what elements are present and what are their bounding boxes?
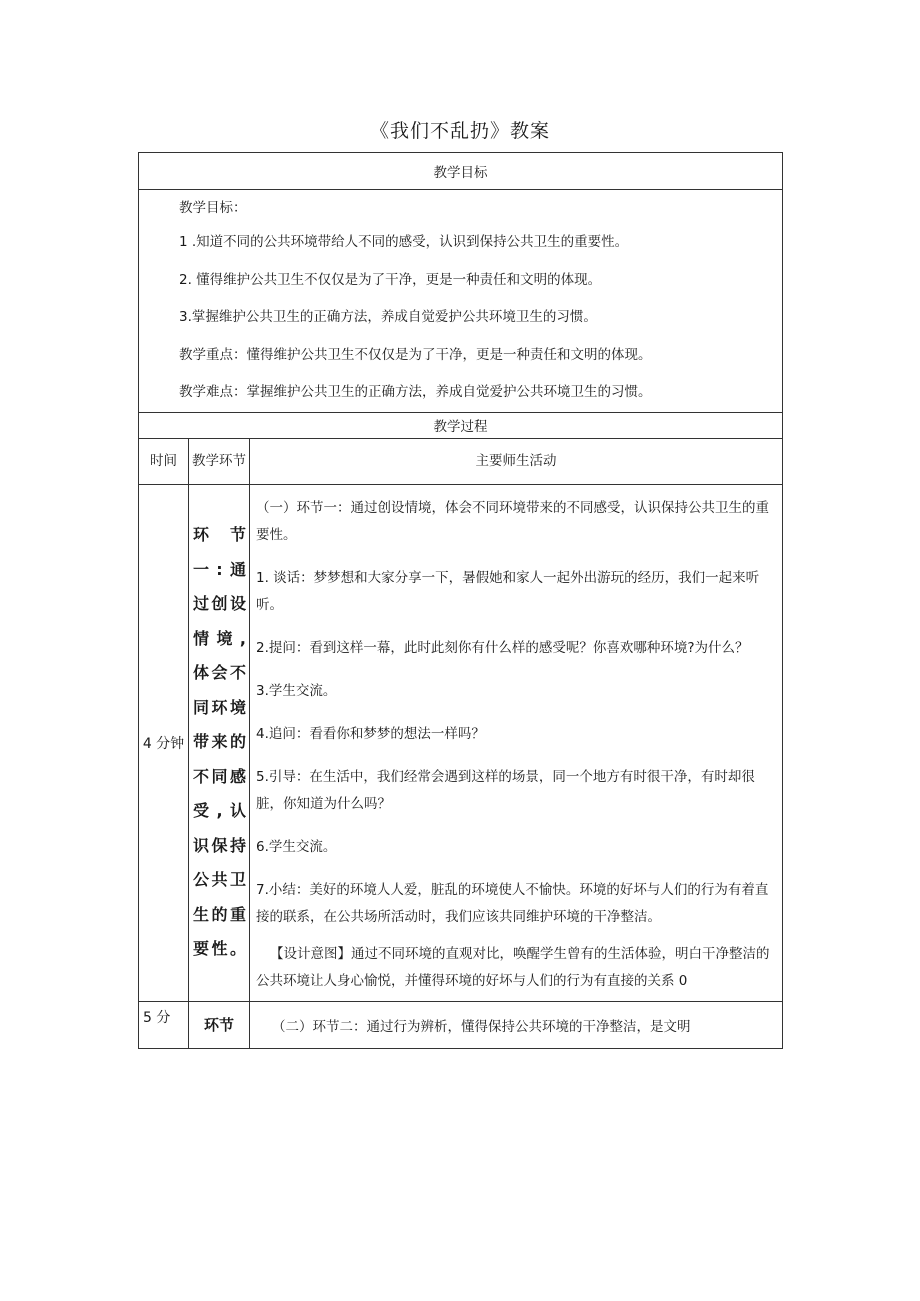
row-1-activities: [250, 484, 783, 1001]
row-2-time: 5 分: [139, 1001, 189, 1048]
process-header: 教学过程: [139, 412, 783, 438]
document-title: 《我们不乱扔》教案: [369, 120, 550, 142]
activity-item: 4.追问：看看你和梦梦的想法一样吗？: [256, 725, 485, 742]
objective-1: 1 .知道不同的公共环境带给人不同的感受，认识到保持公共卫生的重要性。: [179, 234, 629, 250]
objective-3: 3.掌握维护公共卫生的正确方法，养成自觉爱护公共环境卫生的习惯。: [179, 309, 597, 325]
row-1-stage: 环节一:通过创设情境,体会不同环境带来的不同感受,认识保持公共卫生的重要性。: [189, 484, 250, 1001]
lesson-plan-table: [138, 152, 783, 1049]
activity-item: （一）环节一：通过创设情境，体会不同环境带来的不同感受，认识保持公共卫生的重要性。: [256, 499, 769, 543]
row-1-time: 4 分钟: [139, 484, 189, 1001]
activity-column-header: 主要师生活动: [250, 438, 783, 484]
activity-item: 3.学生交流。: [256, 682, 337, 699]
key-point: 教学重点：懂得维护公共卫生不仅仅是为了干净，更是一种责任和文明的体现。: [179, 346, 652, 363]
stage-column-header: 教学环节: [189, 438, 250, 484]
row-2-activities: （二）环节二：通过行为辨析，懂得保持公共环境的干净整洁，是文明: [250, 1001, 783, 1048]
row-2-stage: 环节: [189, 1001, 250, 1048]
activity-item: 2.提问：看到这样一幕，此时此刻你有什么样的感受呢？你喜欢哪种环境?为什么？: [256, 639, 749, 656]
activity-item: 5.引导：在生活中，我们经常会遇到这样的场景，同一个地方有时很干净，有时却很脏，你知道为什么吗？: [256, 768, 755, 812]
objectives-label: 教学目标：: [179, 200, 247, 216]
activity-item: 6.学生交流。: [256, 838, 337, 855]
objectives-body: [139, 190, 783, 413]
time-column-header: 时间: [139, 438, 189, 484]
difficult-point: 教学难点：掌握维护公共卫生的正确方法，养成自觉爱护公共环境卫生的习惯。: [179, 384, 652, 400]
objectives-header: 教学目标: [139, 153, 783, 190]
design-intent: 【设计意图】通过不同环境的直观对比，唤醒学生曾有的生活体验，明白干净整洁的公共环境让人身心愉悦，并懂得环境的好坏与人们的行为有直接的关系 0: [256, 945, 770, 989]
objective-2: 2. 懂得维护公共卫生不仅仅是为了干净，更是一种责任和文明的体现。: [179, 271, 602, 288]
activity-item: 1. 谈话：梦梦想和大家分享一下，暑假她和家人一起外出游玩的经历，我们一起来听听。: [256, 569, 760, 613]
activity-item: 7.小结：美好的环境人人爱，脏乱的环境使人不愉快。环境的好坏与人们的行为有着直接的联系，在公共场所活动时，我们应该共同维护环境的干净整洁。: [256, 881, 769, 925]
